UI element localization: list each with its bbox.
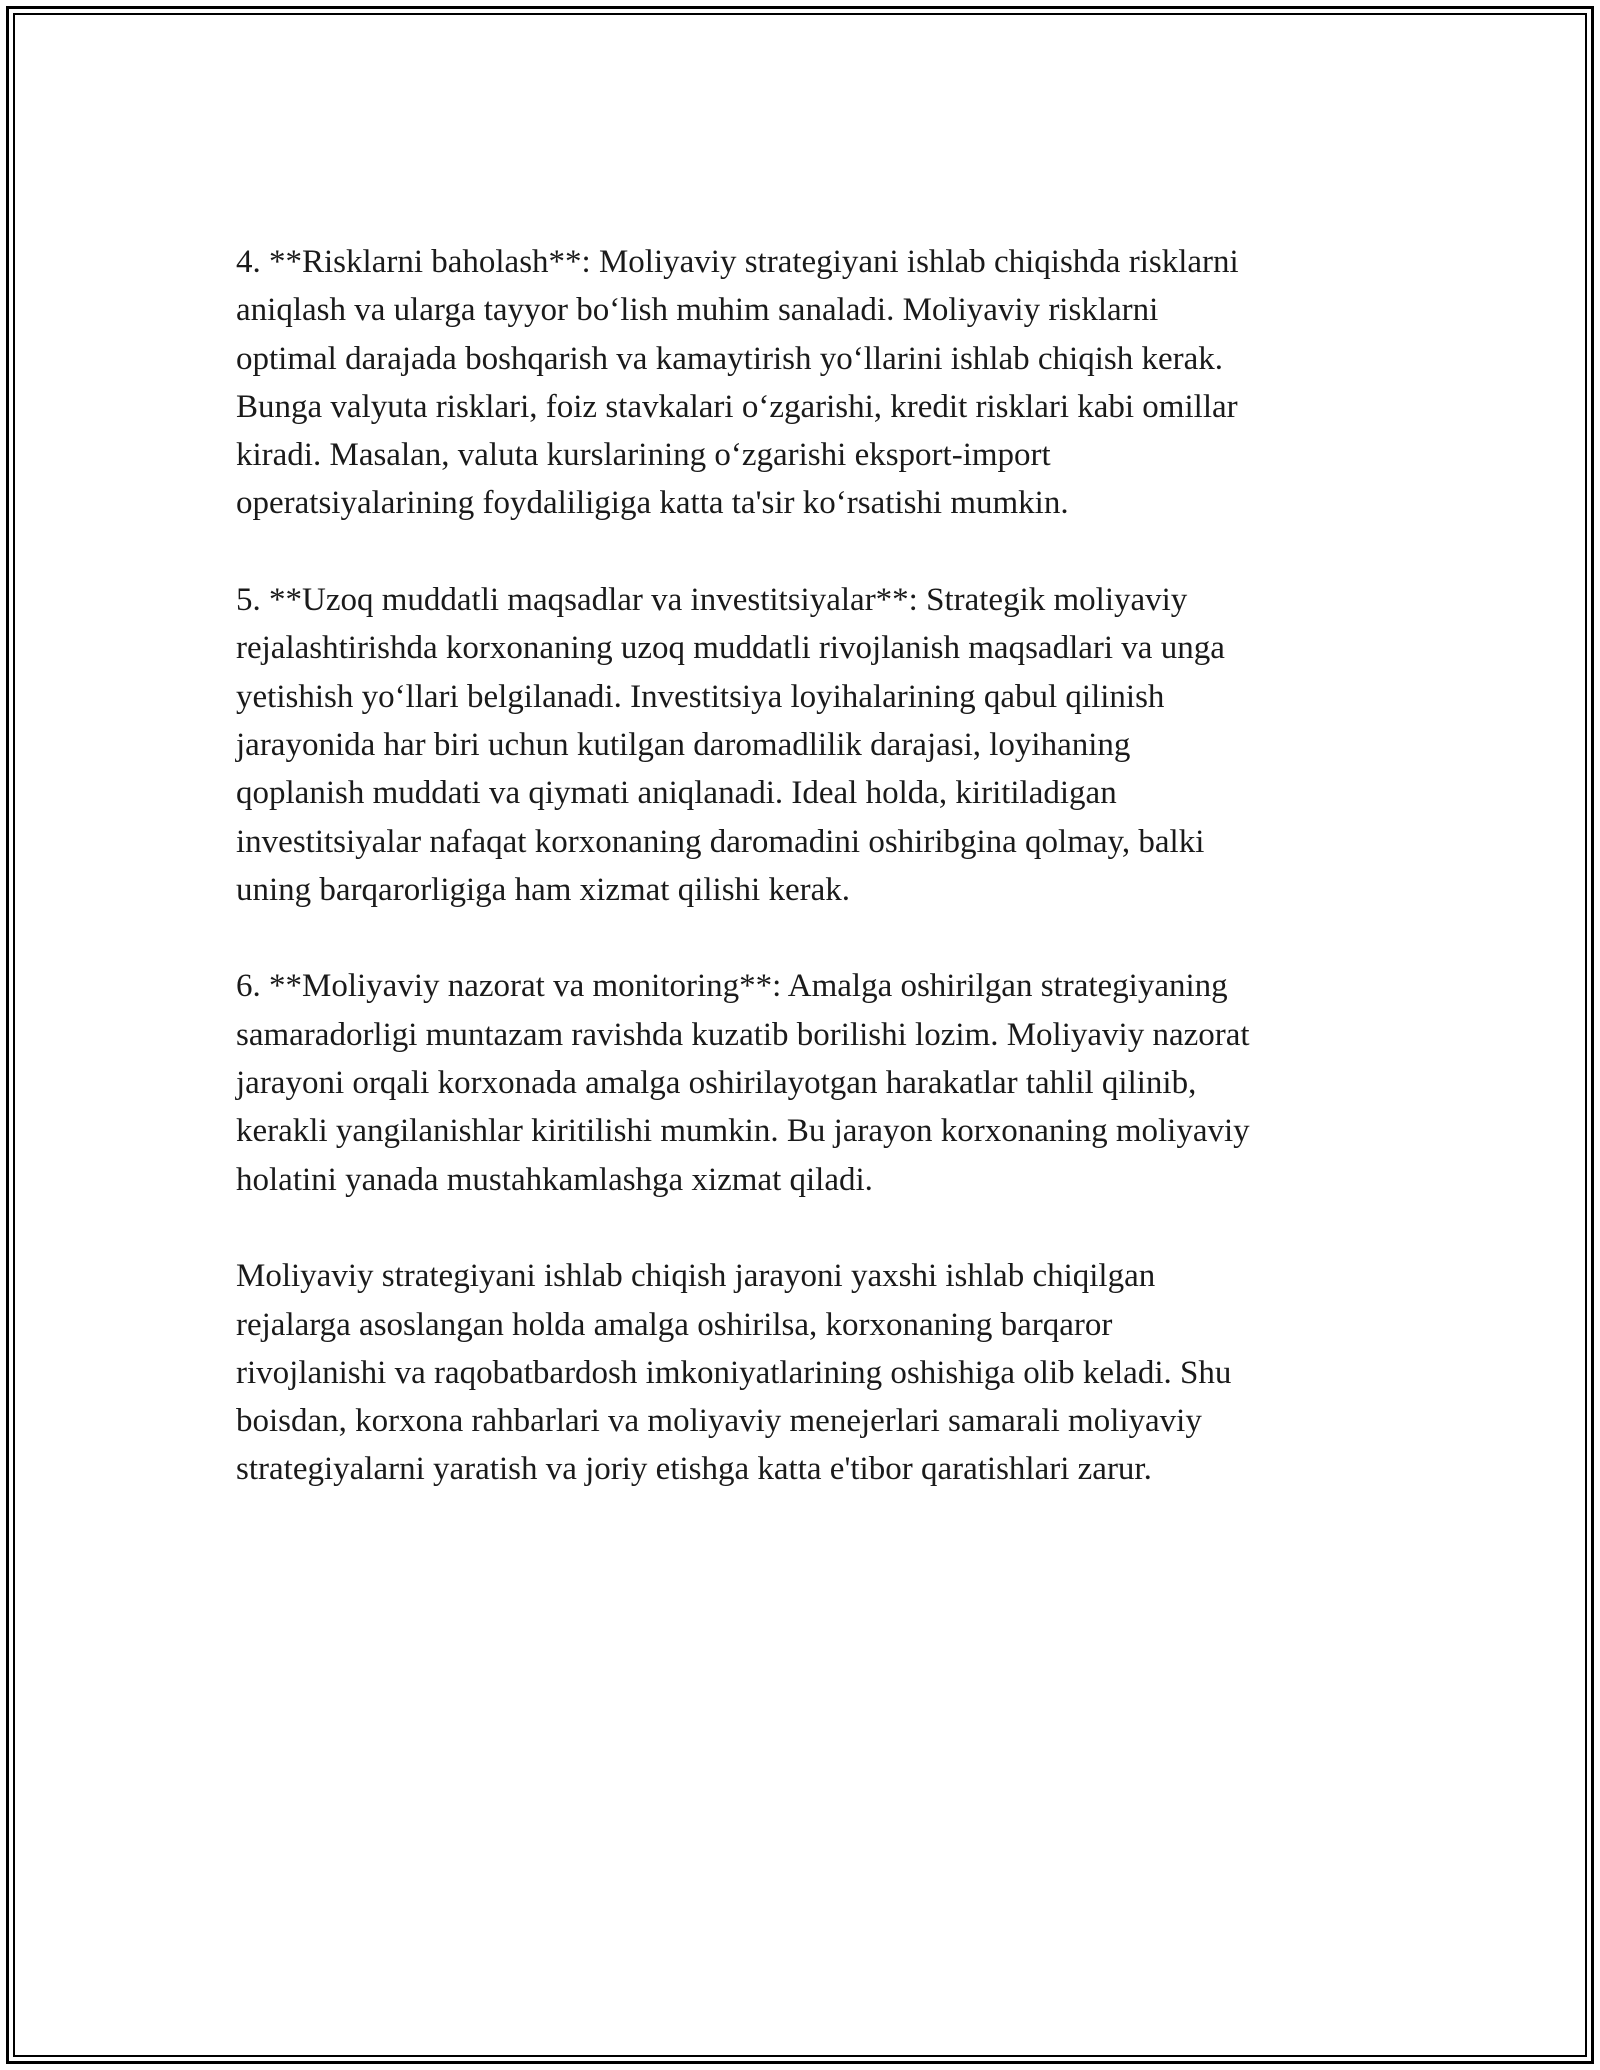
paragraph-conclusion: Moliyaviy strategiyani ishlab chiqish jarayoni yaxshi ishlab chiqilgan rejalarga asoslangan holda amalga oshirilsa, korxonaning barqaror rivojlanishi va raqobatbardosh imkoniyatlarining oshishiga olib keladi. Shu boisdan, korxona rahbarlari va moliyaviy menejerlari samarali moliyaviy strategiyalarni yaratish va joriy etishga katta e'tibor qaratishlari zarur. xyxy=(236,1258,1232,1488)
paragraph-financial-control: 6. **Moliyaviy nazorat va monitoring**: Amalga oshirilgan strategiyaning samaradorligi muntazam ravishda kuzatib borilishi lozim. Moliyaviy nazorat jarayoni orqali korxonada amalga oshirilayotgan harakatlar tahlil qilinib, kerakli yangilanishlar kiritilishi mumkin. Bu jarayon korxonaning moliyaviy holatini yanada mustahkamlashga xizmat qiladi. xyxy=(236,968,1250,1198)
document-body xyxy=(236,238,1376,1542)
paragraph-long-term-goals: 5. **Uzoq muddatli maqsadlar va investitsiyalar**: Strategik moliyaviy rejalashtirishda korxonaning uzoq muddatli rivojlanish maqsadlari va unga yetishish yo‘llari belgilanadi. Investitsiya loyihalarining qabul qilinish jarayonida har biri uchun kutilgan daromadlilik darajasi, loyihaning qoplanish muddati va qiymati aniqlanadi. Ideal holda, kiritiladigan investitsiyalar nafaqat korxonaning daromadini oshiribgina qolmay, balki uning barqarorligiga ham xizmat qilishi kerak. xyxy=(236,582,1225,908)
paragraph-risk-assessment: 4. **Risklarni baholash**: Moliyaviy strategiyani ishlab chiqishda risklarni aniqlash va ularga tayyor bo‘lish muhim sanaladi. Moliyaviy risklarni optimal darajada boshqarish va kamaytirish yo‘llarini ishlab chiqish kerak. Bunga valyuta risklari, foiz stavkalari o‘zgarishi, kredit risklari kabi omillar kiradi. Masalan, valuta kurslarining o‘zgarishi eksport-import operatsiyalarining foydaliligiga katta ta'sir ko‘rsatishi mumkin. xyxy=(236,244,1239,522)
